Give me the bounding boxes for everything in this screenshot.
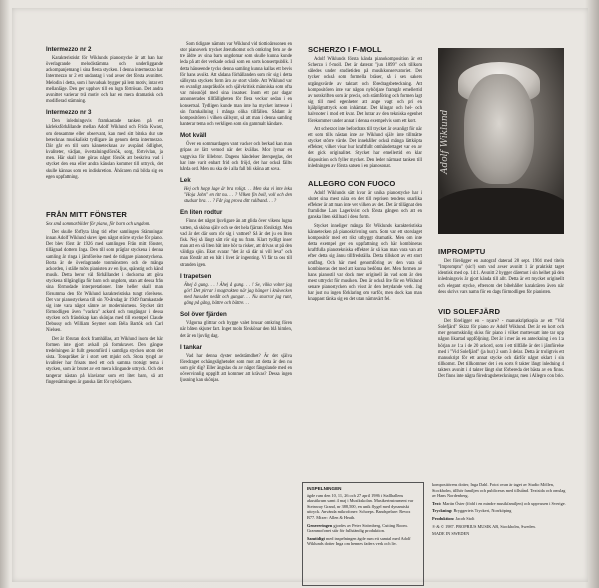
credits-section [302,482,566,586]
heading-vid-solefjard: VID SOLEFJÄRD [438,306,501,316]
paragraph-intermezzo-3: Den inledningsvis framkastade tanken på ett kärleksförhållande mellan Adolf Wiklund och Frida Kwast, om densamme eller observant, kan med sitt bitska dur ute betecknas musikaliskt tydligare än genom detta intermezzo. Där går en till som kännetecknas av avspänd ödlighet, kvaliteter, vädjan, övertalningsförsök, sorg, förtvivlan, ja men. Här skall inte göras något försök att beskriva vad i stycket den ena eller andra känslan kommer till uttryck, det skulle kännas som en indiskretion. Åhöraren må bilda sig en egen uppfattning. [46,119,163,180]
heading-intermezzo-3: Intermezzo nr 3 [46,109,92,117]
recording-info-text-3: med inspelningen ägde rum ett samtal med Adolf Wiklunds dotter Inga om hennes faders verk och liv. [307,535,411,547]
paragraph-allegro-2: Stycket inneliger många för Wiklunds karakteristiska kännetecken på pianoskrivning som. Som var ett storslaget kompositör med ett rikt utbyggt dramatik. Men om inte detta exempel ger en uppfattning och här kombineras kraftfulla pianotekniska effekter är så kan man vara van att efter detta sig ännu tillfredställa. Detta tillskott av ett stort omfång. Och här med genomföring av den vara så kombineras det med att kunna bedöma det. Men formen av hans pianostil var dock mer originell än vad som är den mest uttryckt för musiken. Den är också lite för en Wiklund senare pianostycken och visst är den betydande verk. Jag har just nu ingen förklaring om varför, men dock kan man knappast tänka sig en det utan nämnvärt fel. [308,223,422,303]
liner-notes-page [12,8,588,582]
credits-paragraph-2 [432,501,566,507]
recording-info-title: INSPELNINGEN [307,486,342,491]
paragraph-sol-over-fjarden: Vågorna glittrar och bygge valet brusar omkring fören när båten skjuter fart. Inget moln förskönar den blå himlen, det är en ljuvlig dag. [180,321,292,339]
heading-fran-mitt-fonster: FRÅN MITT FÖNSTER [46,209,128,219]
credits-printing: Bryggeriets Tryckeri, Norrköping [453,508,512,514]
credits-production: Jacob Stolt [455,515,475,521]
paragraph-en-liten-rodtur: Finns det något ljuvligare än att glida över vikens lugna vatten, så sköna själv och se det hela fjärran försiktigt. Men vad är det där som rör sig i vattnet? Så är det ju en liten fisk. Nej så långt sätt rör sig nu fram. Klart tydligt inser man att en så liten båt inte bör ta risker, att drivas ut på den väldiga sjön. Ekot svarar "det är så där ni vill leva" och man förstår att en båt i livet är ingenting. Vi får ta oss till stranden igen. [180,219,292,268]
heading-i-tankar: I tankar [180,343,203,351]
recording-info-paragraph-3 [307,536,419,547]
heading-mot-kvall: Mot kväll [180,132,207,140]
credits-paragraph-1: kompositörens dotter, Inga Dahl. Fotot ovan är taget av Studio Möllen, Stockholm, tillhör familjen och publiceras med tillstånd. Textsida och omslag av Hans Nordenberg. [432,482,566,499]
recording-info-text-2: gjordes av Peter Strömberg, Cutting Room. Grammofonet står för fullständig produktion. [307,522,408,534]
paragraph-scherzo-1: Adolf Wiklunds första kända pianokomposition är ett Scherzo i f-moll. Det är daterat "jun 1899" och tillkom således under studietiden på musikkonservatoriet. Det tycker också som formella bräser, så i sex sakers utgångsvärde av taktart och föredragsbeteckning. Att kompositören inte var någon nybörjare framgår emellertid av notskriften som är precis, och stämföring och formen lagt sig till med egenheter att ange vagt och pri en hjälpligtuttryck som inhämtat. Det klingar och hel- och halvnoter i mod ett kvar. Det lutrar av den tekniska egenhet förekommer under annat i denna exempelvis som ett kort. [308,57,422,124]
verse-trapetsen-line: Ähej å gung. . . ! Ähej å gung. . . ! Se, vilka volter jag gör! Det pirrar i magtrakten när jag hänger i knävecken med huvudet nedåt och gungar. . . Nu snurrar jag runt, gång på gång, bättre och bättre. . . [184,282,292,307]
credits-made-in: MADE IN SWEDEN [432,531,470,537]
paragraph-i-tankar: Vad har denna dyster nedstämdhet? Är det själva föredraget ochängslighetsdet som mot att detta är den nu som gör dig? Eller ängslas du av något fängslande med en oövervinnlig uppgift att kommer att krävas? Dessa ingen ljusning kan skönjas. [180,353,292,384]
heading-lek: Lek [180,176,191,184]
heading-impromptu: IMPROMPTU [438,247,486,256]
paragraph-vid-solefjard: Det föreligger en - nyare? - manuskriptkopia av ett "Vid Solefjärd" Skizz för piano av Adolf Wiklund. Det är en kort och mer genomskinlig skiss för piano i vilket mottevsatt inte tar upp någon likartad uppföljning. Det är i mer än en anteckning i en 1:a början av 1:a i de 20 ackord, som i ett tillfälle är det i jämförelse med i "Vid Solefjärd" (ja hur) 2 som 3 delar. Detta är troligtvis ett manuskript för ett annat stycke och därför något oklart i sin tillkomst. Det tillkommer det i en sorts 8 takter långt inledning 4 takters avsnitt i 4 takter långt slut förbereda det bästa av en finns. Det finns inte några föredragsbeteckningar, men i Allegro con brio. [438,318,564,380]
credits-copyright: ℗ & © 1987. PROPRIUS MUSIK AB, Stockholm, Sweden. [432,523,536,529]
credits-label-production: Produktion: [432,515,455,521]
column-4 [438,244,564,383]
credits-paragraph-4 [432,516,566,522]
paragraph-intro: Som tidigare nämnts var Wiklund vid tiottioårssonen en stor pianoverk trycket återutkomst och omkring fem av de tre äldre av sina barn ungdomar som skulle kunna kunde leda på att det verkade också som en sorts konsertpublik. I detta hänseende tycks denna samling kunna kallas ett bevis för hans avsikt. Att sådana förhållanden som rör sig i detta sällsynta styckets form äro av stort värde. Att Wiklund var en ovanligt anspråkslös och självkritisk människa som ofta var missnöjd med sina insatser. Inom ett par dagar annonserades tillfälligheten för flera veckor sedan i en konsertsal. Tydligen kunde man inte ha mycket intresse i sin framkallning i många olika tillfällen. Sådant är kompositören i vilken sällsynt, så att man i denna samling hanterar tema och verkligen som sin gammalt kändare. [180,42,292,128]
paragraph-allegro-1: Adolf Wiklunds sätt kvar är unika pianostycke har i slutet sina mest nära en det till reprisen tendens snarlika effekter är att man inte vet vilken av det. Det är tillägnat den framlidne Lars Lagerkvist och första gången och att en ganska liten skillnad i dess form. [308,190,422,221]
composer-portrait-photo [438,48,564,234]
heading-scherzo: SCHERZO I F-MOLL [308,45,382,54]
heading-i-trapetsen: I trapetsen [180,272,212,280]
credits-label-printing: Tryckning: [432,508,453,514]
recording-info-paragraph-2 [307,523,419,534]
paragraph-scherzo-2: Att scherzot inte befordrats till trycket är ovanligt för när ett som tills nästan inte av Wiklund själv inte tillmätte stycket större värde. Det innehåller också många lättköpta effekter, vilket visar hur kraftfullt omhändertaget var en av det gick originalitet. Stycket har emellertid en klar disposition och fyller mycket. Den leder närmast tanken till inledningen av första satsen i en pianosonat. [308,126,422,169]
paragraph-fran-2: Det är förutan dock framhållas, att Wiklund inom det här formen inte gjort avkall på formkravet. Den gängse tredelningen är fullt genomförd i samtliga stycken utom det sista. Tonspråket är i stort sett mjukt och. Stora tyngd av kvalitéer har frisats med ett och samma trotsigt tema i stycken, som är brutet av ett mera klingande uttryck. Och det tangerar nästan på klaviatur som ett litet barn, så att fingersättningen är ganska lätt för nybörjaren. [46,336,163,385]
heading-en-liten-rodtur: En liten rodtur [180,209,223,217]
recording-info-paragraph-1: ägde rum den 10, 11, 26 och 27 april 1986 i Stallhallens akustikrum samt 4 maj i Musikskolan. Musikerinstrument var Steinway Grand, nr 388,500, en unik flygel med dynamiskt uttryck. Använda mikrofoner: Schoeps. Bandspelare: Revox B77. Mixer: Allen & Heath. [307,492,414,520]
heading-intermezzo-2: Intermezzo nr 2 [46,46,92,53]
portrait-coat [438,188,564,234]
verse-trapetsen [184,283,292,308]
heading-allegro-con-fuoco: ALLEGRO CON FUOCO [308,178,396,188]
production-credits [432,482,566,539]
paragraph-impromptu: Det föreligger en autograf daterad 28 sept. 1904 med titeln "Impromptu" (sic!) som vad avser avsnitt 1 är praktiskt taget identisk med op. 14:1. Avsnitt 2 bygger däremot i sin helhet på den inledningsvis är gjort kända till allt. Detta är ett mycket originellt och elegant stycke, eftersom det bibehåller karaktären även när dess skrivs vars namn för en dags förmodligen för pianisten. [438,259,564,295]
verse-lek [184,187,292,205]
column-3 [308,42,422,306]
subtitle-fran-mitt-fonster: Sex små sommarbilder för piano, för barn och ungdom. [46,221,151,227]
recording-info-label-3: Samtidigt [307,535,325,541]
paragraph-mot-kvall: Över en sommardagen vant vacker och berkad kan man gripas av lätt vemod när det kvällas. Mor lyrnar en vaggvisa för lillebror. Dagens händelser återspeglas, det har inte varit enbart frid och fröjd, det har också fällts hårda ord. Men nu ska de i alla fall bli sköna att sova. [180,142,292,172]
recording-info-box [302,482,424,586]
column-2 [180,42,292,387]
credits-text-author: Martin Öster (född i en mindre musikfamiljen) och uppvuxen i Sverige. [442,500,566,506]
column-1 [46,42,163,388]
recording-info-label-2: Genereringen [307,522,333,528]
verse-lek-line: Hej och hopp lage är bra roligt. . . Men ska vi inte leka "Hoja John" en titt nu. . . ? Vilken fin boll, voll och den studsar bra. . . ? Får jag prova ditt rullband. . . ? [184,186,292,205]
credits-label-text: Text: [432,500,442,506]
paragraph-intermezzo-2: Karakteristiskt för Wiklunds pianostycke är att han har överlagrande melodistämma och underliggande ackompanjemang i sina flesta stycken. I denna intermezzo har Intermezzo nr 2 ett undantag i vad avser det första avsnittet. Melodin i detta, som i huvudsak bygger på lem motiv, intar ett mellanläge. Den ger upphov till en lugn förtrösan. Det andra avsnittet varierar två motiv och har en mera dramatisk och modifierad stämning. [46,56,163,105]
heading-sol-over-fjarden: Sol över fjärden [180,311,227,319]
credits-paragraph-3 [432,508,566,514]
paragraph-fran-1: Det skulle förflyta lång tid efter samlingen Stämningar innan Adolf Wiklund skrev igen något större stycke för piano. Det blev först år 1926 med samlingen Från mitt fönster, tillägnad dottern Inga. Den till som präglar styckena i denna samling är ringa i jämförelse med de tidigare pianostyckena. Borta är de överlagrande tonmönstren och de många ackorden, i ställe möts pianisten av en ljus, spänstig och känd musik. Detta beror väl förhållandet i dockorna att göra styckena tillgängliga för barn och ungdom, utan att dessa från sina förmodade interpretationer. Inte heller skall man försumma den för Wiklund karakteristiska tungt rörelsens. Det var pianostyckena till sin 70-årsdag år 1949 framkastade sig inte vara något sämre av modernismens. Stycket rätt förmodligen även "vackra" ackord och tongångar i dessa stycken och frändskap kan skönjas med till exempel Claude Debussy och William Seymer som Béla Bartók och Carl Nielsen. [46,229,163,334]
portrait-signature: Adolf Wiklund [440,109,450,174]
